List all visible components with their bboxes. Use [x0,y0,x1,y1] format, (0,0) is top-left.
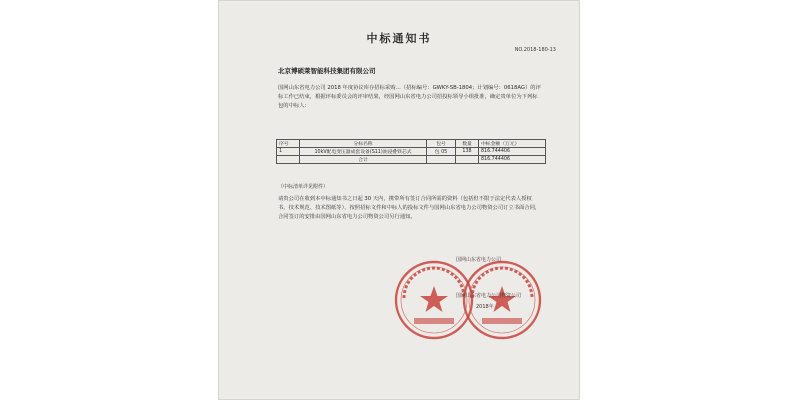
table-header: 分标名称 [300,140,427,148]
stamp-date: 2018年 [476,304,494,310]
addressee: 北京博硕莱智能科技集团有限公司 [278,67,376,75]
table-header: 数量 [456,140,479,148]
stamp-line: 国网山东省电力公司物资公司 [456,293,522,299]
official-seals [218,0,580,400]
table-cell: 1 [277,148,300,156]
table-cell: 138 [456,148,479,156]
document-page [218,0,580,400]
body-paragraph-2: 请贵公司在收到本中标通知书之日起 30 天内，携带所有签订合同所需的资料（包括但不限于法定代表人授权书、技术规范、技术图纸等），按照招标文件和中标人的投标文件与国网山东省电力公司物资公司订立书面合同，合同签订的安排由国网山东省电力公司物资公司另行通知。 [278,196,541,221]
star-icon [420,286,448,312]
table-header: 中标金额（万元） [479,140,546,148]
attachment-note: （中标清单详见附件） [278,184,329,190]
document-title: 中标通知书 [366,32,432,45]
right-seal [464,262,540,338]
total-label: 合计 [300,156,427,164]
table-cell: 10kV配电变压器成套设备(S11)油浸叠铁芯式 [300,148,427,156]
table-cell: 包 05 [427,148,456,156]
table-header: 包号 [427,140,456,148]
body-paragraph-1: 国网山东省电力公司 2018 年度协议库存招标采购…（招标编号：GWKY-SB-1804；计划编号：0618AG）的评标工作已结束，根据评标委员会的评审结果，经国网山东省电力公司招投标领导小组批准，确定贵单位为下列标包的中标人： [278,85,541,110]
left-seal [396,262,472,338]
table-cell: 816.744406 [479,148,546,156]
total-value: 816.744406 [479,156,546,164]
table-header: 序号 [277,140,300,148]
stamp-line: 国网山东省电力公司 [456,257,502,263]
document-number: NO.2018-180-13 [514,47,556,53]
